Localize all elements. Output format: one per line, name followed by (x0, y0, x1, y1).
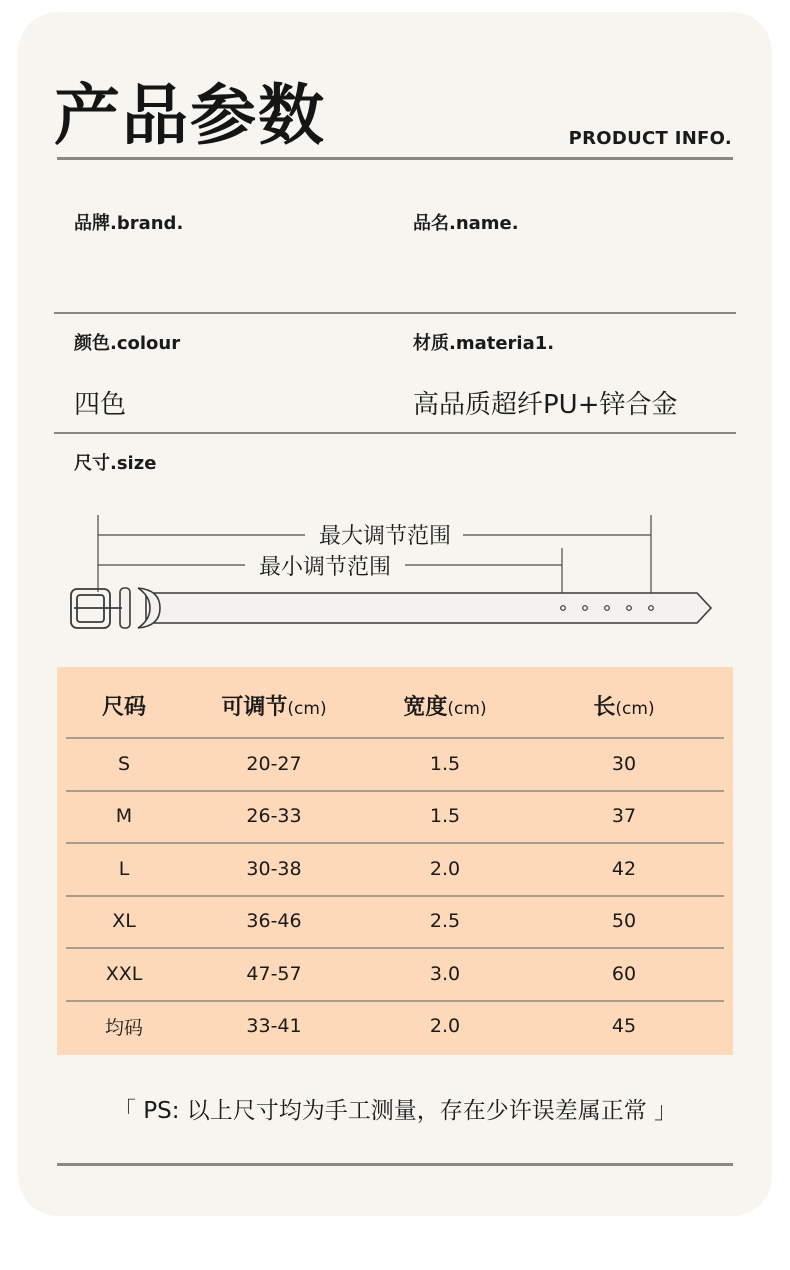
page-title: 产品参数 (54, 77, 326, 154)
table-row (66, 744, 724, 784)
cell-size: M (115, 805, 133, 827)
measurement-note: 「 PS: 以上尺寸均为手工测量，存在少许误差属正常 」 (112, 1098, 678, 1124)
header-adjustable: 可调节(cm) (221, 694, 327, 720)
table-divider (66, 895, 724, 897)
cell-width: 1.5 (429, 805, 461, 827)
table-row (66, 849, 724, 889)
belt-keeper (120, 588, 160, 628)
belt-buckle (71, 589, 122, 628)
name-label: 品名.name. (413, 213, 519, 234)
cell-width: 1.5 (429, 753, 461, 775)
header-size: 尺码 (101, 694, 146, 720)
cell-size: 均码 (104, 1016, 143, 1039)
table-divider (66, 790, 724, 792)
row-divider (54, 432, 736, 434)
material-value: 高品质超纤PU+锌合金 (413, 390, 678, 420)
header-width: 宽度(cm) (403, 694, 487, 720)
cell-size: S (117, 753, 131, 775)
table-row (66, 901, 724, 941)
title-divider (57, 157, 733, 160)
header-length: 长(cm) (593, 694, 655, 720)
table-divider (66, 947, 724, 949)
bottom-divider (57, 1163, 733, 1166)
table-divider (66, 842, 724, 844)
cell-adjustable: 33-41 (246, 1015, 302, 1037)
material-label: 材质.materia1. (413, 333, 555, 354)
table-row (66, 796, 724, 836)
size-label: 尺寸.size (74, 453, 157, 474)
table-row (66, 954, 724, 994)
cell-size: L (118, 858, 130, 880)
page-subtitle: PRODUCT INFO. (568, 128, 732, 149)
cell-size: XL (112, 910, 136, 932)
cell-size: XXL (105, 963, 143, 985)
table-divider (66, 737, 724, 739)
colour-value: 四色 (74, 390, 127, 420)
cell-length: 42 (611, 858, 637, 880)
cell-length: 60 (611, 963, 637, 985)
colour-label: 颜色.colour (74, 333, 181, 354)
cell-adjustable: 47-57 (246, 963, 302, 985)
cell-length: 30 (611, 753, 637, 775)
cell-adjustable: 30-38 (246, 858, 302, 880)
cell-adjustable: 20-27 (246, 753, 302, 775)
table-row (66, 1006, 724, 1046)
table-header-row (66, 685, 724, 725)
cell-length: 50 (611, 910, 637, 932)
cell-width: 2.0 (429, 858, 461, 880)
cell-width: 2.0 (429, 1015, 461, 1037)
max-range-label: 最大调节范围 (318, 524, 452, 549)
belt-diagram (0, 500, 790, 640)
cell-length: 45 (611, 1015, 637, 1037)
row-divider (54, 312, 736, 314)
brand-label: 品牌.brand. (74, 213, 184, 234)
cell-adjustable: 26-33 (246, 805, 302, 827)
table-divider (66, 1000, 724, 1002)
cell-width: 3.0 (429, 963, 461, 985)
size-table (57, 667, 733, 1055)
cell-adjustable: 36-46 (246, 910, 302, 932)
min-range-label: 最小调节范围 (258, 555, 392, 580)
cell-length: 37 (611, 805, 637, 827)
cell-width: 2.5 (429, 910, 461, 932)
